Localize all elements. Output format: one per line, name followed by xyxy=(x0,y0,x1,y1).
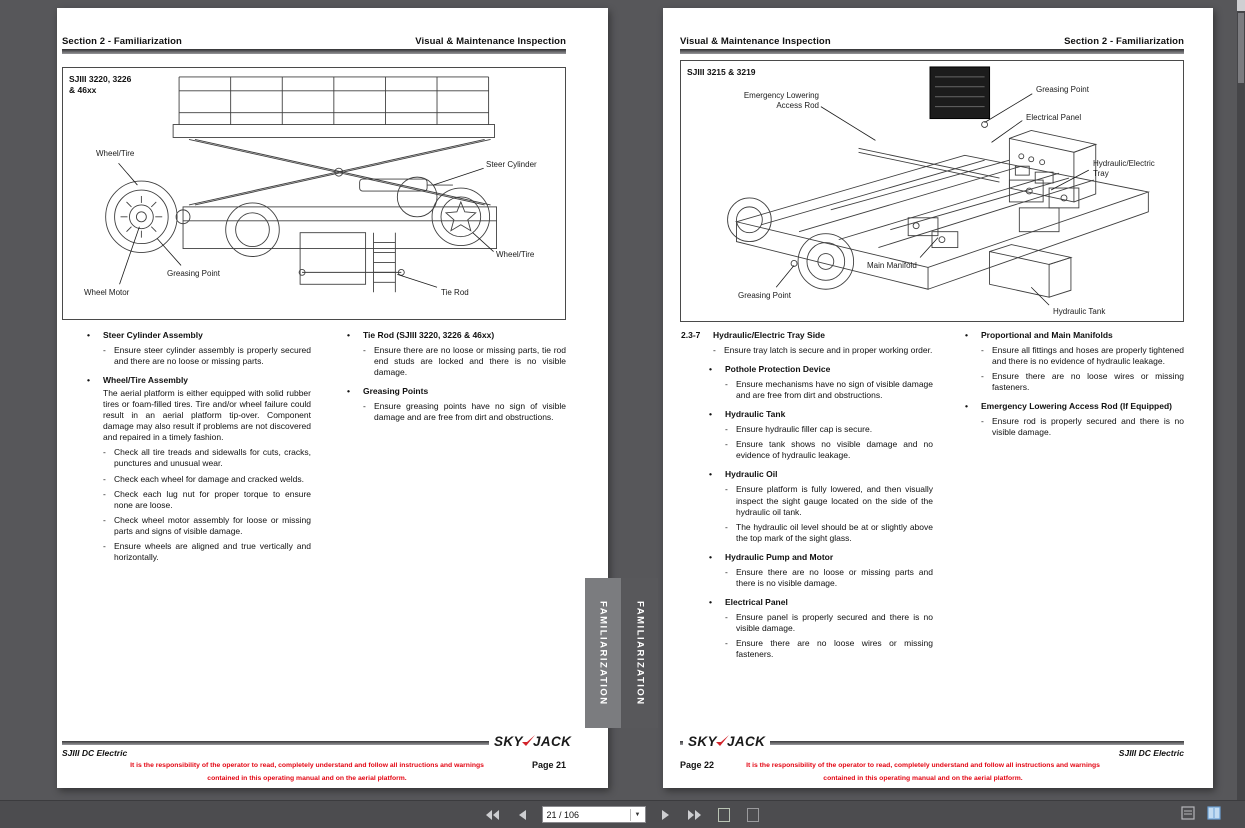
section-title: Emergency Lowering Access Rod (If Equipped) xyxy=(981,401,1172,412)
diagram-model-label xyxy=(69,74,131,95)
header-rule xyxy=(62,49,566,54)
bullet-marker: • xyxy=(709,596,712,607)
sub-item xyxy=(103,515,311,537)
inspection-section xyxy=(709,597,933,660)
section-title: Wheel/Tire Assembly xyxy=(103,375,189,386)
dash-marker: - xyxy=(981,416,984,427)
manual-page-21 xyxy=(57,8,608,788)
callout-main-manifold: Main Manifold xyxy=(867,261,917,270)
diagram-model-line2: & 46xx xyxy=(69,84,97,95)
sub-item-text: Ensure mechanisms have no sign of visible damage and are free from dirt and obstructions. xyxy=(736,379,933,401)
page-number-display: 21 / 106 xyxy=(546,809,580,820)
first-page-icon xyxy=(485,808,500,822)
sub-item-text: Ensure panel is properly secured and there is no visible damage. xyxy=(736,611,933,633)
footer-model-name: SJIII DC Electric xyxy=(1118,748,1184,758)
sub-item xyxy=(103,447,311,469)
sub-item-text: The hydraulic oil level should be at or slightly above the top mark of the sight glass. xyxy=(736,521,933,543)
prev-page-icon xyxy=(516,808,528,822)
inspection-section xyxy=(709,552,933,589)
scroll-up-button[interactable] xyxy=(1237,0,1245,11)
manual-page-22 xyxy=(663,8,1213,788)
logo-text-sky: SKY xyxy=(494,733,523,749)
inspection-section xyxy=(347,386,566,423)
sub-item-text: Check all tire treads and sidewalls for cuts, cracks, punctures and unusual wear. xyxy=(114,447,311,469)
section-number: 2.3-7 xyxy=(681,330,701,340)
next-page-icon xyxy=(660,808,672,822)
sub-item-text: Ensure all fittings and hoses are properly tightened and there is no evidence of hydraulic leakage. xyxy=(992,345,1184,367)
footer-model-name: SJIII DC Electric xyxy=(62,748,128,758)
sub-item xyxy=(725,612,933,634)
single-page-layout-button[interactable] xyxy=(1179,804,1197,822)
section-paragraph: The aerial platform is either equipped with solid rubber tires or foam-filled tires. Tire and/or wheel failure could result in an aerial platform tip-over. Component damage may also result if problems are not discovered and repaired in a timely fashion. xyxy=(103,388,311,443)
sub-item-text: Check each lug nut for proper torque to ensure none are loose. xyxy=(114,488,311,510)
section-title: Hydraulic Tank xyxy=(725,409,786,420)
dash-marker: - xyxy=(103,345,106,356)
sub-item xyxy=(725,484,933,517)
sub-item xyxy=(103,489,311,511)
sub-item xyxy=(713,345,933,356)
inspection-section xyxy=(681,330,933,356)
footer-page-number: Page 22 xyxy=(680,760,715,770)
footer-disclaimer-line2: contained in this operating manual and on the aerial platform. xyxy=(823,775,1023,782)
callout-greasing-point-bottom: Greasing Point xyxy=(738,291,791,300)
inspection-section xyxy=(709,364,933,401)
section-title: Hydraulic/Electric Tray Side xyxy=(713,330,825,340)
sub-item xyxy=(981,371,1184,393)
first-page-button[interactable] xyxy=(484,806,502,824)
callout-hydraulic-electric-tray: Hydraulic/Electric Tray xyxy=(1093,159,1155,178)
next-view-button[interactable] xyxy=(744,806,762,824)
sub-item-text: Ensure platform is fully lowered, and then visually inspect the sight gauge located on the side of the hydraulic oil tank. xyxy=(736,484,933,517)
bullet-marker: • xyxy=(709,469,712,480)
bullet-marker: • xyxy=(965,401,968,412)
sub-item-text: Ensure tray latch is secure and in proper working order. xyxy=(724,345,933,356)
section-title: Pothole Protection Device xyxy=(725,364,831,375)
logo-text-jack: JACK xyxy=(726,733,766,749)
body-column-2 xyxy=(965,330,1184,446)
two-page-layout-button[interactable] xyxy=(1205,804,1223,822)
sub-item xyxy=(981,345,1184,367)
dash-marker: - xyxy=(103,488,106,499)
page-number-combo[interactable] xyxy=(542,806,646,823)
dash-marker: - xyxy=(725,424,728,435)
sub-item-text: Check wheel motor assembly for loose or missing parts and signs of visible damage. xyxy=(114,514,311,536)
bullet-marker: • xyxy=(87,375,90,386)
inspection-section xyxy=(347,330,566,378)
sub-item xyxy=(725,567,933,589)
sub-item xyxy=(103,541,311,563)
bullet-marker: • xyxy=(347,386,350,397)
chevron-down-icon[interactable]: ▼ xyxy=(630,809,641,821)
footer-disclaimer-line1: It is the responsibility of the operator to read, completely understand and follow all instructions and warnings xyxy=(746,762,1100,769)
sub-item xyxy=(725,638,933,660)
body-column-2 xyxy=(347,330,566,431)
bullet-marker: • xyxy=(347,330,350,340)
scissor-lift-diagram xyxy=(62,67,566,320)
bullet-marker: • xyxy=(87,330,90,340)
dash-marker: - xyxy=(725,439,728,450)
callout-wheel-tire-right: Wheel/Tire xyxy=(496,250,535,259)
dash-marker: - xyxy=(725,379,728,390)
inspection-section xyxy=(965,330,1184,393)
inspection-section xyxy=(965,401,1184,438)
sub-item-text: Ensure hydraulic filler cap is secure. xyxy=(736,424,873,435)
tray-side-diagram xyxy=(680,60,1184,322)
sub-item-text: Ensure greasing points have no sign of visible damage and are free from dirt and obstructions. xyxy=(374,401,566,423)
next-view-icon xyxy=(747,808,759,822)
dash-marker: - xyxy=(981,345,984,356)
single-page-layout-icon xyxy=(1181,806,1195,820)
logo-text-jack: JACK xyxy=(532,733,572,749)
sub-item xyxy=(103,345,311,367)
sub-item xyxy=(725,379,933,401)
sub-item-text: Ensure there are no loose wires or missing fasteners. xyxy=(736,637,933,660)
footer-disclaimer-line1: It is the responsibility of the operator to read, completely understand and follow all instructions and warnings xyxy=(130,762,484,769)
page-header-left: Visual & Maintenance Inspection xyxy=(680,36,831,47)
callout-steer-cylinder: Steer Cylinder xyxy=(486,160,537,169)
dash-marker: - xyxy=(103,473,106,484)
dash-marker: - xyxy=(103,540,106,551)
toolbar-right-tools xyxy=(1179,804,1223,822)
callout-emergency-rod: Emergency Lowering Access Rod xyxy=(743,91,819,110)
inspection-section xyxy=(709,469,933,543)
familiarization-tab-left xyxy=(585,578,621,728)
callout-greasing-point: Greasing Point xyxy=(167,269,220,278)
inspection-section xyxy=(87,375,311,563)
bullet-marker: • xyxy=(709,364,712,375)
section-title: Tie Rod (SJIII 3220, 3226 & 46xx) xyxy=(363,330,495,340)
inspection-section xyxy=(87,330,311,367)
dash-marker: - xyxy=(103,514,106,525)
sub-item xyxy=(363,401,566,423)
familiarization-tab-label: FAMILIARIZATION xyxy=(634,600,646,706)
header-rule xyxy=(680,49,1184,54)
vertical-scrollbar[interactable] xyxy=(1237,0,1245,800)
next-page-button[interactable] xyxy=(657,806,675,824)
sub-item xyxy=(725,522,933,544)
section-title: Steer Cylinder Assembly xyxy=(103,330,203,340)
dash-marker: - xyxy=(725,637,728,648)
section-title: Greasing Points xyxy=(363,386,429,397)
dash-marker: - xyxy=(363,345,366,356)
sub-item-text: Ensure steer cylinder assembly is properly secured and there are no loose or missing parts. xyxy=(114,345,311,367)
bullet-marker: • xyxy=(709,551,712,562)
sub-item xyxy=(103,474,311,485)
page-header-left: Section 2 - Familiarization xyxy=(62,36,182,47)
dash-marker: - xyxy=(981,371,984,382)
body-column-1 xyxy=(681,330,933,668)
scissor-lift-illustration xyxy=(63,68,565,319)
familiarization-tab-right xyxy=(622,578,658,728)
sub-item xyxy=(725,424,933,435)
logo-text-sky: SKY xyxy=(688,733,717,749)
two-page-layout-icon xyxy=(1207,806,1221,820)
inspection-section xyxy=(709,409,933,461)
prev-view-icon xyxy=(718,808,730,822)
section-title: Proportional and Main Manifolds xyxy=(981,330,1113,340)
prev-page-button[interactable] xyxy=(513,806,531,824)
bullet-marker: • xyxy=(965,330,968,340)
sub-item-text: Ensure wheels are aligned and true vertically and horizontally. xyxy=(114,540,311,562)
page-header-right: Section 2 - Familiarization xyxy=(1064,36,1184,47)
callout-electrical-panel: Electrical Panel xyxy=(1026,113,1082,122)
scrollbar-thumb[interactable] xyxy=(1238,13,1244,83)
diagram-model-label: SJIII 3215 & 3219 xyxy=(687,67,756,77)
callout-hydraulic-tank: Hydraulic Tank xyxy=(1053,307,1106,316)
skyjack-logo xyxy=(489,731,576,751)
body-column-1 xyxy=(87,330,311,571)
footer-page-number: Page 21 xyxy=(531,760,566,770)
prev-view-button[interactable] xyxy=(715,806,733,824)
pdf-toolbar xyxy=(0,800,1245,828)
callout-wheel-motor: Wheel Motor xyxy=(84,288,130,297)
callout-greasing-point-top: Greasing Point xyxy=(1036,85,1089,94)
footer-disclaimer-line2: contained in this operating manual and on the aerial platform. xyxy=(207,775,407,782)
sub-item-text: Ensure rod is properly secured and there is no visible damage. xyxy=(992,416,1184,438)
callout-tie-rod: Tie Rod xyxy=(441,288,469,297)
sub-item-text: Ensure there are no loose wires or missing fasteners. xyxy=(992,371,1184,393)
callout-wheel-tire-top: Wheel/Tire xyxy=(96,149,135,158)
diagram-model-line1: SJIII 3220, 3226 xyxy=(69,74,132,84)
dash-marker: - xyxy=(103,447,106,458)
dash-marker: - xyxy=(725,521,728,532)
sub-item-text: Check each wheel for damage and cracked welds. xyxy=(114,473,304,484)
dash-marker: - xyxy=(725,484,728,495)
section-title: Hydraulic Pump and Motor xyxy=(725,551,834,562)
familiarization-tab-label: FAMILIARIZATION xyxy=(597,600,609,706)
sub-item xyxy=(725,439,933,461)
last-page-button[interactable] xyxy=(686,806,704,824)
bullet-marker: • xyxy=(709,409,712,420)
page-header-right: Visual & Maintenance Inspection xyxy=(415,36,566,47)
sub-item-text: Ensure there are no loose or missing parts and there is no visible damage. xyxy=(736,566,933,588)
sub-item xyxy=(363,345,566,378)
dash-marker: - xyxy=(725,566,728,577)
last-page-icon xyxy=(687,808,702,822)
section-title: Hydraulic Oil xyxy=(725,469,778,480)
sub-item-text: Ensure tank shows no visible damage and no evidence of hydraulic leakage. xyxy=(736,439,933,461)
dash-marker: - xyxy=(725,611,728,622)
dash-marker: - xyxy=(363,401,366,412)
dash-marker: - xyxy=(713,345,716,356)
sub-item xyxy=(981,416,1184,438)
sub-item-text: Ensure there are no loose or missing parts, tie rod end studs are locked and there is no visible damage. xyxy=(374,345,566,378)
section-title: Electrical Panel xyxy=(725,596,788,607)
